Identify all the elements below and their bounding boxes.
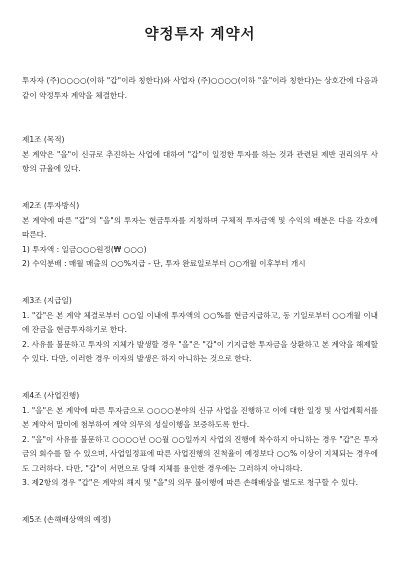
article-3-paragraph-1: 1. "갑"은 본 계약 체결로부터 ○○일 이내에 투자액의 ○○%를 현금지급하고, 동 기일로부터 ○○개월 이내에 잔금을 현금투자하기로 한다. (22, 310, 378, 335)
article-2-paragraph-1: 본 계약에 따른 "갑"의 "을"의 투자는 현금투자를 지칭하며 구체적 투자금액 및 수익의 배분은 다음 각호에 따른다. (22, 215, 378, 240)
article-4-paragraph-2: 2. "을"이 사유를 불문하고 ○○○○년 ○○월 ○○일까지 사업의 진행에 착수하지 아니하는 경우 "갑"은 투자금의 회수를 할 수 있으며, 사업일정표에 따른 사업진행의 진척율이 예정보다 ○○% 이상이 지체되는 경우에도 그러하다. 다만, "갑"이 서면으로 당해 지체를 용인한 경우에는 그러하지 아니하다. (22, 434, 378, 473)
article-5 (22, 513, 378, 528)
article-2-paragraph-3: 2) 수익분배 : 매월 매출의 ○○%지급 - 단, 투자 완료일로부터 ○○개월 이후부터 개시 (22, 259, 306, 269)
article-1-paragraph-1: 본 계약은 "을"이 신규로 추진하는 사업에 대하여 "갑"이 일정한 투자를 하는 것과 관련된 제반 권리의무 사항의 규율에 있다. (22, 149, 378, 174)
article-2 (22, 199, 378, 272)
article-4 (22, 389, 378, 491)
article-1-heading: 제1조 (목적) (22, 135, 65, 145)
article-3-heading: 제3조 (지급일) (22, 295, 72, 305)
article-2-heading: 제2조 (투자방식) (22, 200, 80, 210)
article-3 (22, 294, 378, 367)
article-1 (22, 133, 378, 177)
article-4-paragraph-1: 1. "을"은 본 계약에 따른 투자금으로 ○○○○분야의 신규 사업을 진행하고 이에 대한 일정 및 사업계획서를 본 계약서 말미에 첨부하여 계약 의무의 성실이행을 보증하도록 한다. (22, 405, 378, 430)
article-5-heading: 제5조 (손해배상액의 예정) (22, 515, 111, 525)
article-3-paragraph-2: 2. 사유를 불문하고 투자의 지체가 발생할 경우 "을"은 "갑"이 기지급한 투자금을 상환하고 본 계약을 해제할 수 있다. 다만, 이러한 경우 이자의 발생은 하지 아니하는 것으로 한다. (22, 339, 378, 364)
article-2-paragraph-2: 1) 투자액 : 일금○○○원정(₩ ○○○) (22, 244, 147, 254)
intro-paragraph: 투자자 (주)○○○○(이하 "갑"이라 칭한다)와 사업자 (주)○○○○(이하 "을"이라 칭한다)는 상호간에 다음과 같이 약정투자 계약을 체결한다. (22, 76, 378, 100)
article-4-paragraph-3: 3. 제2항의 경우 "갑"은 계약의 해지 및 "을"의 의무 불이행에 따른 손해배상을 별도로 청구할 수 있다. (22, 478, 359, 488)
document-title: 약정투자 계약서 (144, 27, 256, 43)
article-4-heading: 제4조 (사업진행) (22, 390, 80, 400)
